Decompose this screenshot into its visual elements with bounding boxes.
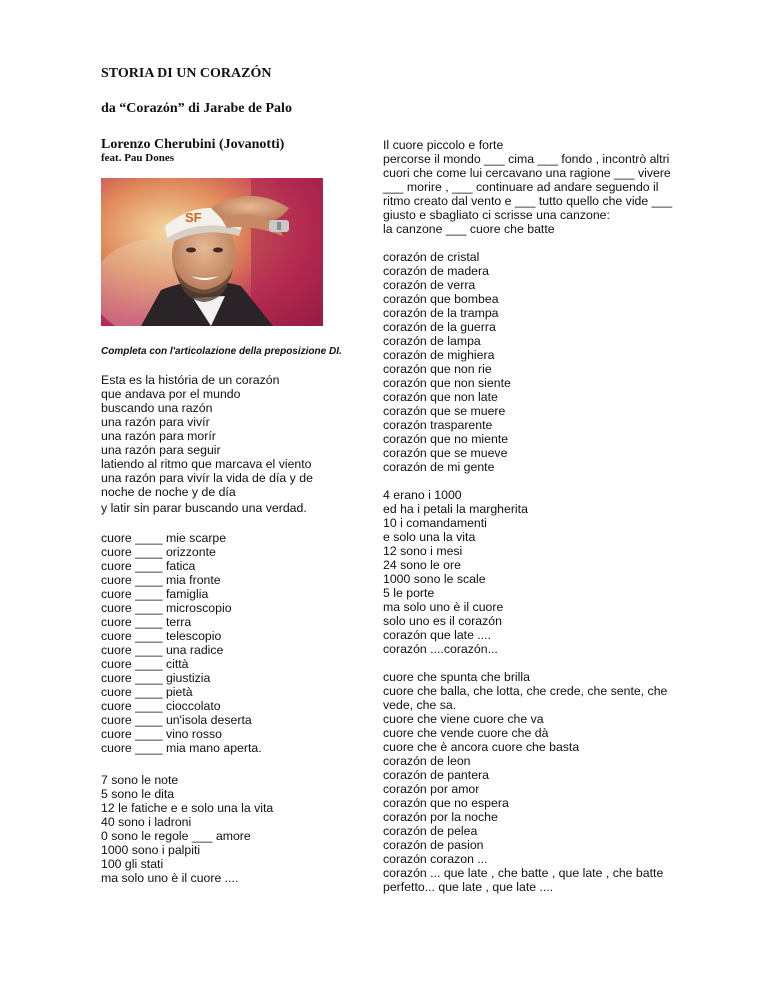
lyric-line: 12 le fatiche e e solo una la vita	[101, 801, 274, 815]
lyric-line: 1000 sono le scale	[383, 572, 486, 586]
fill-in-line: cuore ____ famiglia	[101, 587, 209, 601]
lyric-line: 7 sono le note	[101, 773, 179, 787]
fill-in-line: cuore ____ pietà	[101, 685, 193, 699]
fill-in-line: cuore ____ giustizia	[101, 671, 211, 685]
lyric-line: corazón de pasion	[383, 838, 484, 852]
lyric-line: corazón ... que late , che batte , que late , che batte perfetto... que late , que late ....	[383, 866, 664, 894]
lyric-line: corazón de madera	[383, 264, 489, 278]
lyric-line: e solo una la vita	[383, 530, 476, 544]
lyric-line: corazón de pelea	[383, 824, 478, 838]
fill-in-line: cuore ____ telescopio	[101, 629, 222, 643]
lyric-line: corazón de la guerra	[383, 320, 496, 334]
lyric-line: corazón que non late	[383, 390, 498, 404]
lyric-line: una razón para vivír la vida de día y de noche de noche y de día	[101, 471, 313, 499]
lyric-line: corazón de lampa	[383, 334, 481, 348]
lyric-line: corazón que no espera	[383, 796, 509, 810]
lyric-line: corazón de la trampa	[383, 306, 499, 320]
lyric-line: corazón que late ....	[383, 628, 492, 642]
lyric-line: corazón que no miente	[383, 432, 509, 446]
numbers-stanza-left	[101, 773, 273, 885]
lyric-line: Il cuore piccolo e forte	[383, 138, 504, 152]
corazon-stanza	[383, 250, 673, 474]
lyric-line: la canzone ___ cuore che batte	[383, 222, 555, 236]
lyric-line: percorse il mondo ___ cima ___ fondo , incontrò altri cuori che come lui cercavano una ragione ___ vivere ___ morire , ___ continuare ad andare seguendo il ritmo creato dal vento e ___ tutto quello che vide ___ giusto e sbagliato ci scrisse una canzone:	[383, 152, 673, 222]
fill-in-line: cuore ____ città	[101, 657, 189, 671]
lyric-line: corazón corazon ...	[383, 852, 488, 866]
lyric-line: latiendo al ritmo que marcava el viento	[101, 457, 312, 471]
lyric-line: 0 sono le regole ___ amore	[101, 829, 251, 843]
cuore-fill-in-list	[101, 531, 262, 755]
page-title: STORIA DI UN CORAZÓN	[101, 66, 272, 81]
lyric-line: una razón para seguir	[101, 443, 221, 457]
lyric-line: corazón que non siente	[383, 376, 511, 390]
lyric-line: corazón que bombea	[383, 292, 499, 306]
lyric-line: 5 le porte	[383, 586, 435, 600]
exercise-instruction: Completa con l'articolazione della preposizione DI.	[101, 346, 342, 357]
lyric-line: 4 erano i 1000	[383, 488, 462, 502]
lyric-line: una razón para morír	[101, 429, 216, 443]
lyric-line: ed ha i petali la margherita	[383, 502, 528, 516]
lyric-line: 12 sono i mesi	[383, 544, 463, 558]
fill-in-line: cuore ____ terra	[101, 615, 192, 629]
lyric-line: corazón trasparente	[383, 418, 493, 432]
lyric-line: y latir sin parar buscando una verdad.	[101, 501, 307, 515]
right-column	[383, 138, 673, 908]
lyric-line: 10 i comandamenti	[383, 516, 487, 530]
lyric-line: cuore che vende cuore che dà	[383, 726, 549, 740]
fill-in-line: cuore ____ un'isola deserta	[101, 713, 252, 727]
lyric-line: Esta es la história de un corazón	[101, 373, 280, 387]
lyric-line: 1000 sono i palpiti	[101, 843, 201, 857]
lyric-line: ma solo uno è il cuore	[383, 600, 504, 614]
lyric-line: cuore che balla, che lotta, che crede, che sente, che vede, che sa.	[383, 684, 668, 712]
final-stanza	[383, 670, 673, 894]
spanish-intro-stanza	[101, 373, 331, 515]
svg-text:SF: SF	[185, 210, 202, 225]
lyric-line: corazón de mi gente	[383, 460, 495, 474]
fill-in-line: cuore ____ mia fronte	[101, 573, 221, 587]
lyric-line: corazón que se mueve	[383, 446, 508, 460]
lyric-line: 100 gli stati	[101, 857, 164, 871]
italian-stanza	[383, 138, 673, 236]
lyric-line: que andava por el mundo	[101, 387, 241, 401]
fill-in-line: cuore ____ mia mano aperta.	[101, 741, 262, 755]
lyric-line: 5 sono le dita	[101, 787, 175, 801]
lyric-line: corazón por amor	[383, 782, 480, 796]
lyric-line: corazón de cristal	[383, 250, 480, 264]
lyric-line: corazón ....corazón...	[383, 642, 498, 656]
fill-in-line: cuore ____ orizzonte	[101, 545, 216, 559]
lyric-line: corazón de leon	[383, 754, 471, 768]
lyric-line: buscando una razón	[101, 401, 213, 415]
lyric-line: cuore che è ancora cuore che basta	[383, 740, 580, 754]
lyric-line: corazón de verra	[383, 278, 476, 292]
fill-in-line: cuore ____ mie scarpe	[101, 531, 227, 545]
lyric-line: corazón que se muere	[383, 404, 506, 418]
lyric-line: ma solo uno è il cuore ....	[101, 871, 239, 885]
lyric-line: corazón de mighiera	[383, 348, 495, 362]
lyric-line: corazón que non rie	[383, 362, 492, 376]
numbers-stanza-right	[383, 488, 673, 656]
lyric-line: cuore che viene cuore che va	[383, 712, 544, 726]
fill-in-line: cuore ____ cioccolato	[101, 699, 221, 713]
lyric-line: una razón para vivír	[101, 415, 210, 429]
fill-in-line: cuore ____ fatica	[101, 559, 196, 573]
fill-in-line: cuore ____ vino rosso	[101, 727, 222, 741]
lyric-line: cuore che spunta che brilla	[383, 670, 530, 684]
lyric-line: corazón por la noche	[383, 810, 498, 824]
singer-portrait-photo	[101, 178, 323, 326]
fill-in-line: cuore ____ una radice	[101, 643, 224, 657]
song-source: da “Corazón” di Jarabe de Palo	[101, 101, 292, 116]
lyric-line: 24 sono le ore	[383, 558, 461, 572]
lyric-line: 40 sono i ladroni	[101, 815, 192, 829]
lyric-line: solo uno es il corazón	[383, 614, 502, 628]
lyric-line: corazón de pantera	[383, 768, 489, 782]
fill-in-line: cuore ____ microscopio	[101, 601, 232, 615]
artist-name: Lorenzo Cherubini (Jovanotti)	[101, 137, 285, 152]
featuring-credit: feat. Pau Dones	[101, 152, 175, 164]
